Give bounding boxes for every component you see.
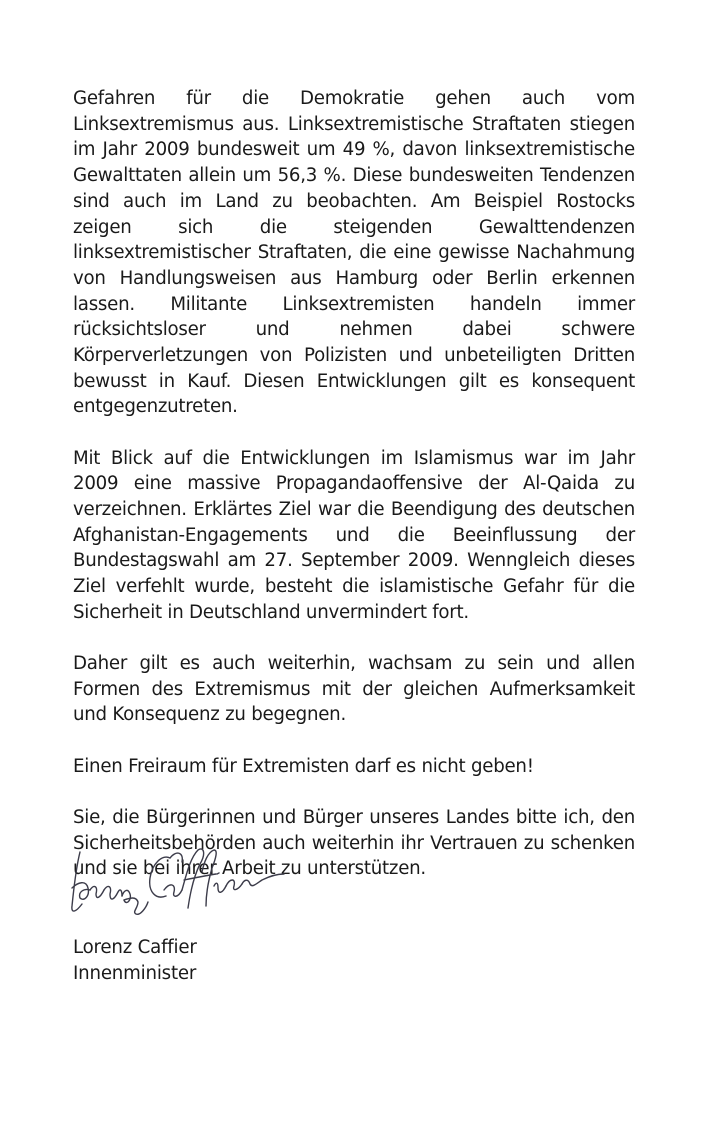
paragraph-islamism: Mit Blick auf die Entwicklungen im Islamismus war im Jahr 2009 eine massive Propagandaoffensive der Al-Qaida zu verzeichnen. Erklärtes Ziel war die Beendigung des deutschen Afghanistan-Engagements und die Beeinflussung der Bundestagswahl am 27. September 2009. Wenngleich dieses Ziel verfehlt wurde, besteht die islamistische Gefahr für die Sicherheit in Deutschland unvermindert fort.	[73, 447, 635, 623]
paragraph-vigilance: Daher gilt es auch weiterhin, wachsam zu sein und allen Formen des Extremismus mit der gleichen Aufmerksamkeit und Konsequenz zu begegnen.	[73, 653, 635, 726]
letter-body	[73, 86, 635, 882]
handwritten-signature	[66, 828, 286, 924]
paragraph-appeal: Sie, die Bürgerinnen und Bürger unseres Landes bitte ich, den Sicherheitsbehörden auch weiterhin ihr Vertrauen zu schenken und sie bei ihrer Arbeit zu unterstützen.	[73, 806, 635, 880]
signer-name: Lorenz Caffier	[73, 937, 197, 958]
paragraph-left-extremism: Gefahren für die Demokratie gehen auch vom Linksextremismus aus. Linksextremistische Straftaten stiegen im Jahr 2009 bundesweit um 49 %, davon linksextremistische Gewalttaten allein um 56,3 %. Diese bundesweiten Tendenzen sind auch im Land zu beobachten. Am Beispiel Rostocks zeigen sich die steigenden Gewalttendenzen linksextremistischer Straftaten, die eine gewisse Nachahmung von Handlungsweisen aus Hamburg oder Berlin erkennen lassen. Militante Linksextremisten handeln immer rücksichtsloser und nehmen dabei schwere Körperverletzungen von Polizisten und unbeteiligten Dritten bewusst in Kauf. Diesen Entwicklungen gilt es konsequent entgegenzutreten.	[73, 88, 635, 418]
signer-title: Innenminister	[73, 962, 197, 984]
signer-block	[73, 935, 373, 986]
paragraph-no-freedom: Einen Freiraum für Extremisten darf es nicht geben!	[73, 755, 534, 777]
